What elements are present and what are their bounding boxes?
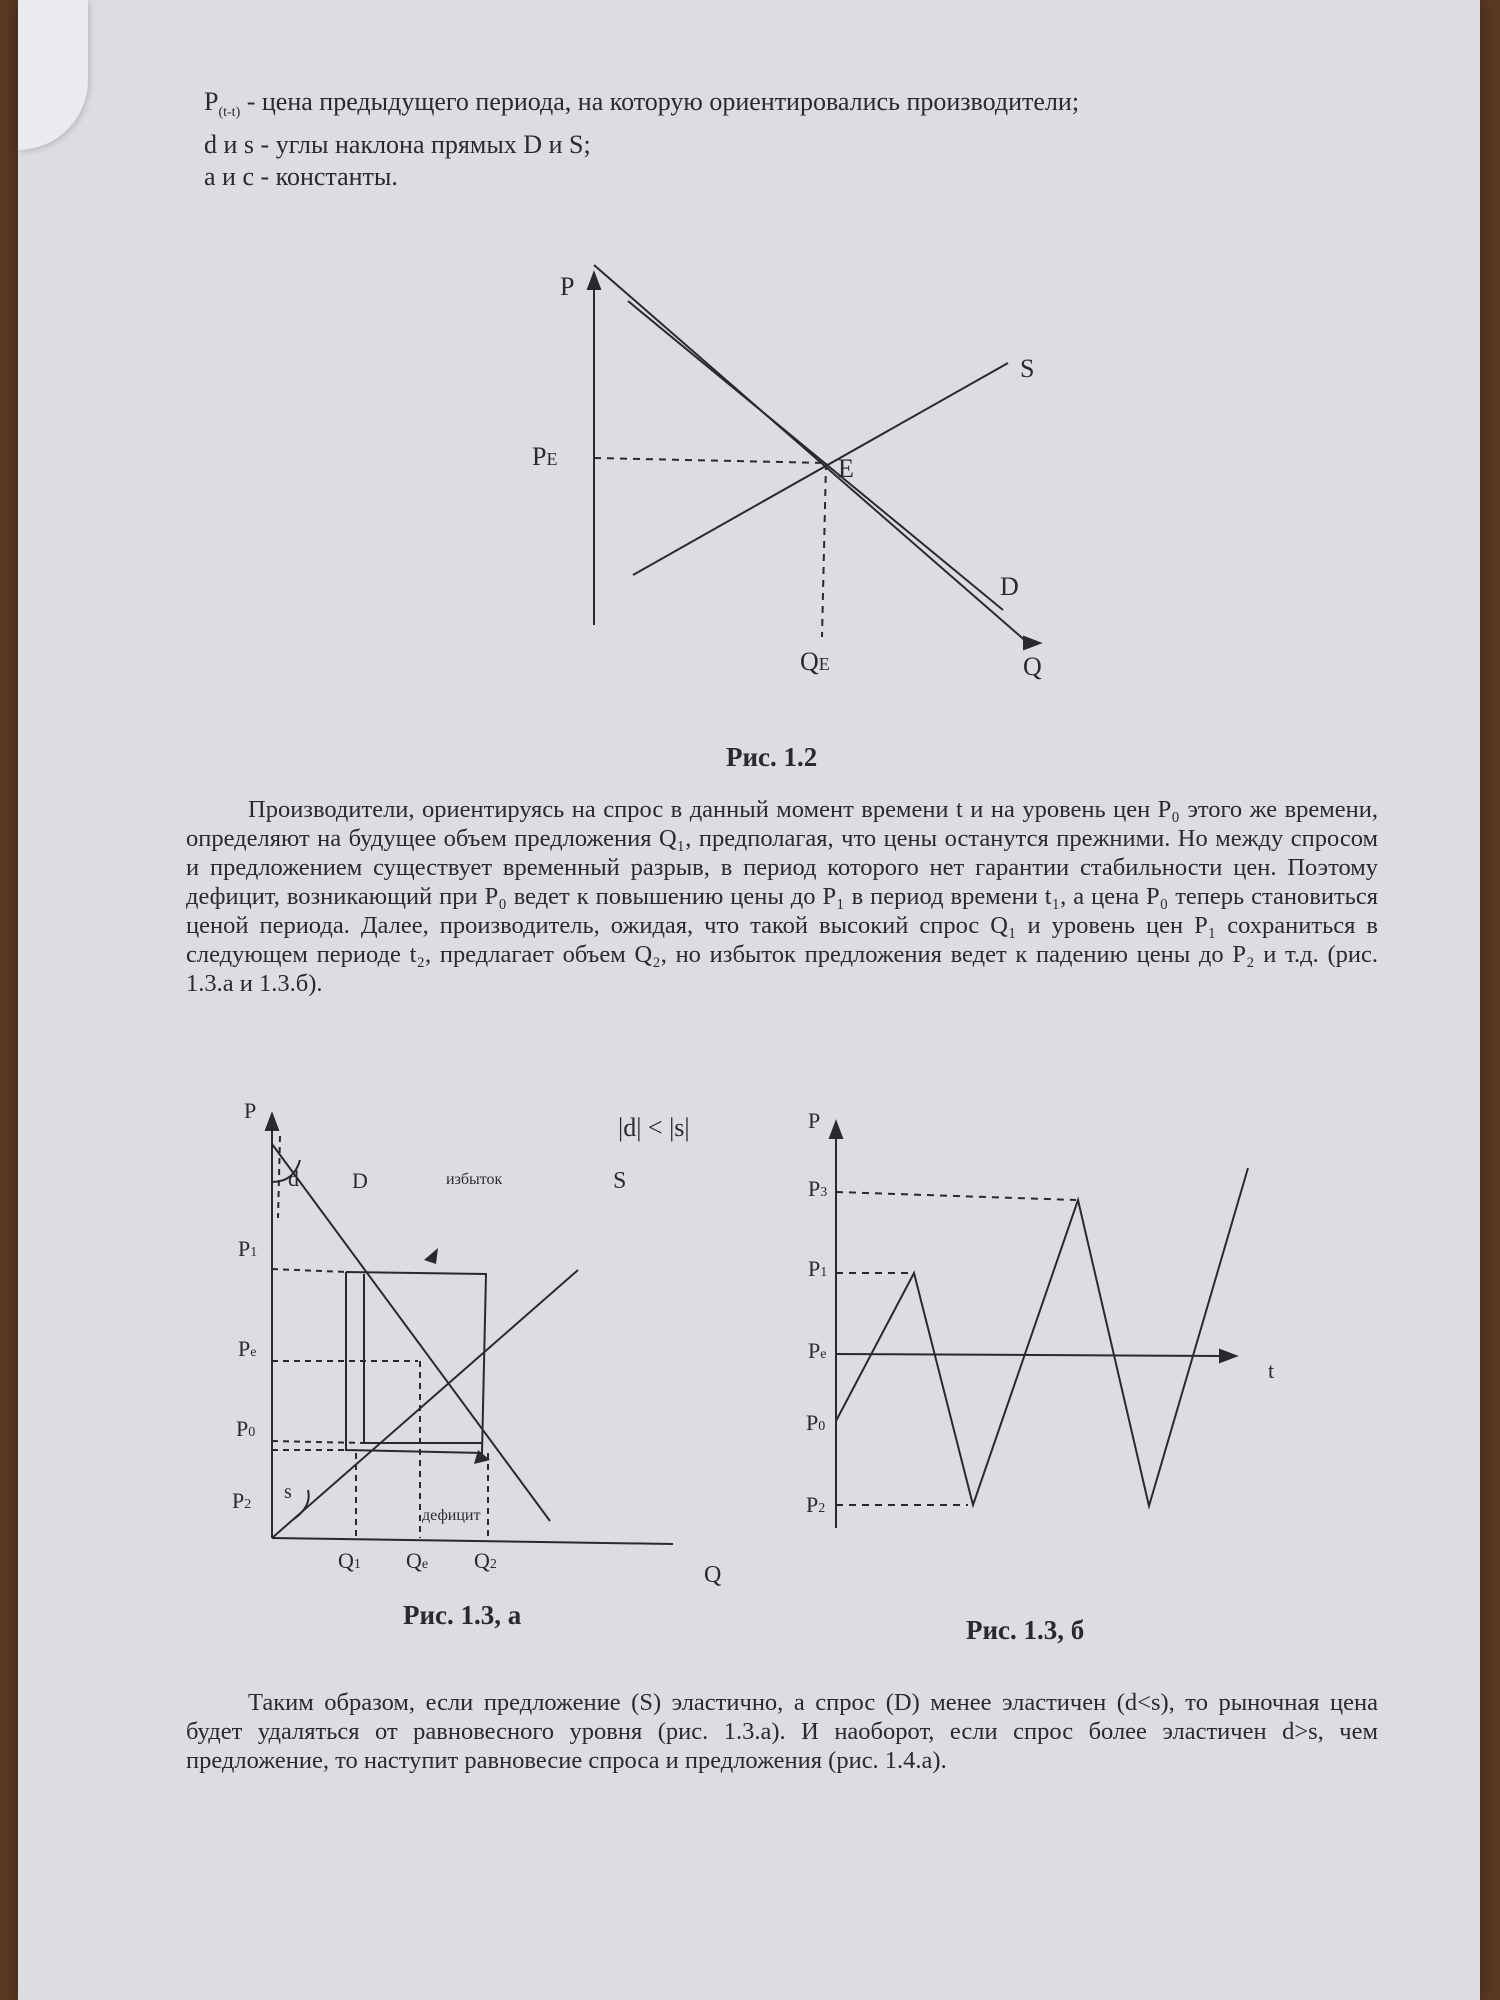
definition-term: d и s [204, 130, 255, 160]
p1-label: P1 [238, 1236, 258, 1261]
qe-label: QE [800, 647, 830, 676]
paragraph-1-text: Производители, ориентируясь на спрос в данный момент времени t и на уровень цен P₀ этого же времени, определяют на будущее объем предложения Q₁, предполагая, что цены останутся прежними. Но между спросом и предложением существует временный разрыв, в период которого нет гарантии стабильности цен. Поэтому дефицит, возникающий при P₀ ведет к повышению цены до P₁ в период времени t₁, а цена P₀ теперь становиться ценой периода. Далее, производитель, ожидая, что такой высокий спрос Q₁ и уровень цен P₁ сохраниться в следующем периоде t₂, предлагает объем Q₂, но избыток предложения ведет к падению цены до P₂ и т.д. (рис. 1.3.а и 1.3.б). [186, 796, 1378, 997]
demand-line [628, 301, 1003, 610]
q-axis [594, 265, 1028, 643]
cobweb-outer-box [346, 1272, 486, 1453]
cobweb-diagram [208, 1098, 748, 1598]
p0-label: P0 [806, 1410, 826, 1435]
definition-text: - цена предыдущего периода, на которую ориентировались производители; [240, 87, 1080, 116]
q-axis [272, 1538, 673, 1544]
p2-label: P2 [806, 1492, 826, 1517]
p-axis-label: P [560, 272, 575, 301]
figure-1-2 [532, 265, 1058, 695]
p3-dashed-line [836, 1192, 1076, 1200]
definition-text: - константы. [254, 162, 398, 192]
qe-dashed-line [822, 463, 826, 637]
p1-label: P1 [808, 1256, 828, 1281]
supply-line [633, 363, 1008, 575]
paragraph-2 [186, 1688, 1378, 1775]
p-axis-arrow [266, 1114, 278, 1130]
p-axis-label: P [244, 1098, 257, 1123]
pe-label: Pe [238, 1336, 257, 1361]
definitions-list [204, 86, 1324, 193]
figure-1-3b-caption: Рис. 1.3, б [966, 1615, 1085, 1645]
equilibrium-label: E [838, 454, 854, 483]
cobweb-inner-path [364, 1274, 482, 1443]
figure-1-3a-caption: Рис. 1.3, а [403, 1600, 522, 1630]
figure-1-3a [208, 1098, 748, 1598]
definition-row [204, 129, 1324, 161]
t-axis [836, 1354, 1223, 1356]
price-oscillation-line [836, 1168, 1248, 1506]
definition-term: P [204, 87, 219, 116]
definition-text: - углы наклона прямых D и S; [254, 130, 591, 160]
definition-row [204, 86, 1324, 129]
p-axis-arrow [830, 1122, 842, 1138]
definition-term-sub: (t-t) [218, 105, 241, 121]
figure-1-2-caption: Рис. 1.2 [726, 742, 818, 772]
p3-label: P3 [808, 1176, 828, 1201]
pe-label: Pe [808, 1338, 827, 1363]
deficit-label: дефицит [422, 1507, 481, 1524]
q-axis-label: Q [704, 1562, 722, 1588]
d-angle-guide [278, 1136, 280, 1218]
p-axis-arrow [588, 273, 600, 289]
surplus-label: избыток [446, 1171, 503, 1188]
qe-label: Qe [406, 1548, 429, 1573]
demand-line [272, 1144, 550, 1521]
t-axis-label: t [1268, 1358, 1275, 1383]
paragraph-2-text: Таким образом, если предложение (S) эластично, а спрос (D) менее эластичен (d<s), то рыночная цена будет удаляться от равновесного уровня (рис. 1.3.а). И наоборот, если спрос более эластичен d>s, чем предложение, то наступит равновесие спроса и предложения (рис. 1.4.а). [186, 1689, 1378, 1774]
demand-label: D [352, 1168, 368, 1193]
pe-dashed-line [594, 458, 828, 463]
supply-label: S [613, 1168, 627, 1194]
s-angle-label: s [284, 1481, 292, 1503]
supply-label: S [1020, 354, 1035, 383]
q2-label: Q2 [474, 1548, 497, 1573]
pe-label: PE [532, 442, 558, 471]
price-time-diagram [778, 1108, 1298, 1558]
q-axis-arrow [1024, 637, 1040, 649]
q1-label: Q1 [338, 1548, 361, 1573]
q-axis-label: Q [1023, 652, 1042, 681]
paragraph-1 [186, 795, 1378, 998]
paper-sheet [18, 0, 1480, 2000]
supply-demand-diagram [532, 265, 1058, 695]
p1-dashed-line [272, 1269, 346, 1272]
demand-label: D [1000, 572, 1019, 601]
elasticity-condition: |d| < |s| [618, 1113, 690, 1142]
p2-label: P2 [232, 1488, 252, 1513]
t-axis-arrow [1220, 1350, 1236, 1362]
definition-term: a и c [204, 162, 254, 192]
d-angle-label: d [288, 1166, 299, 1191]
s-angle-arc [294, 1490, 309, 1519]
definition-row [204, 161, 1324, 193]
p0-dashed-line [272, 1441, 364, 1443]
folded-corner [18, 0, 88, 150]
p-axis-label: P [808, 1108, 821, 1133]
figure-1-3b [778, 1108, 1298, 1558]
surplus-arrow [424, 1248, 438, 1264]
p0-label: P0 [236, 1416, 256, 1441]
